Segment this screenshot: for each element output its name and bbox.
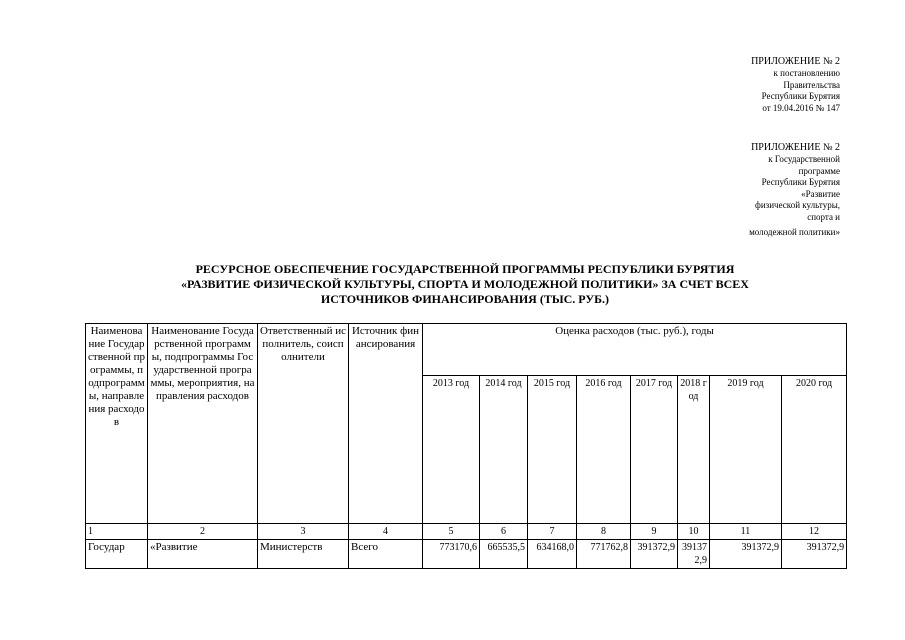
header-name: Наименование Государственной программы, подпрограммы Государственной программы, мероприятия, направления расходов — [148, 324, 258, 524]
appendix-line: от 19.04.2016 № 147 — [762, 102, 840, 113]
appendix-line: физической культуры, — [755, 200, 840, 210]
header-estimate: Оценка расходов (тыс. руб.), годы — [423, 324, 847, 376]
row-source: Всего — [349, 540, 423, 569]
column-number: 5 — [423, 524, 480, 540]
column-number: 7 — [528, 524, 577, 540]
column-number: 8 — [577, 524, 631, 540]
appendix-line: Республики Бурятия — [761, 91, 840, 101]
year-cell: 2019 год — [710, 376, 782, 524]
column-number: 12 — [782, 524, 847, 540]
column-number: 11 — [710, 524, 782, 540]
column-number: 3 — [258, 524, 349, 540]
title-line: ИСТОЧНИКОВ ФИНАНСИРОВАНИЯ (ТЫС. РУБ.) — [320, 292, 610, 306]
value-cell: 773170,6 — [423, 540, 480, 569]
column-number: 2 — [148, 524, 258, 540]
row-responsible: Министерств — [258, 540, 349, 569]
appendix-line: Правительства — [783, 79, 840, 90]
year-cell: 2017 год — [631, 376, 678, 524]
year-cell: 2013 год — [423, 376, 480, 524]
document-title — [100, 262, 830, 307]
value-cell: 771762,8 — [577, 540, 631, 569]
year-cell: 2018 год — [678, 376, 710, 524]
appendix-title: ПРИЛОЖЕНИЕ № 2 — [751, 142, 840, 153]
column-number: 6 — [480, 524, 528, 540]
value-cell: 665535,5 — [480, 540, 528, 569]
value-cell: 391372,9 — [631, 540, 678, 569]
appendix-line: молодежной политики» — [749, 227, 840, 237]
appendix-line: программе — [798, 165, 840, 176]
appendix-title: ПРИЛОЖЕНИЕ № 2 — [751, 56, 840, 67]
appendix-line: к Государственной — [768, 154, 840, 164]
header-status: Наименование Государственной программы, подпрограммы, направления расходов — [86, 324, 148, 524]
column-number: 10 — [678, 524, 710, 540]
column-number: 9 — [631, 524, 678, 540]
header-responsible: Ответственный исполнитель, соисполнители — [258, 324, 349, 524]
value-cell: 391372,9 — [678, 540, 710, 569]
header-source: Источник финансирования — [349, 324, 423, 524]
appendix-line: Республики Бурятия — [761, 177, 840, 187]
title-line: РЕСУРСНОЕ ОБЕСПЕЧЕНИЕ ГОСУДАРСТВЕННОЙ ПРОГРАММЫ РЕСПУБЛИКИ БУРЯТИЯ — [195, 262, 735, 276]
year-cell: 2015 год — [528, 376, 577, 524]
resource-table — [85, 323, 847, 569]
appendix-block-program — [700, 142, 840, 239]
value-cell: 634168,0 — [528, 540, 577, 569]
row-status: Государ — [86, 540, 148, 569]
appendix-line: к постановлению — [773, 68, 840, 78]
value-cell: 391372,9 — [782, 540, 847, 569]
year-cell: 2016 год — [577, 376, 631, 524]
column-number: 4 — [349, 524, 423, 540]
year-cell: 2020 год — [782, 376, 847, 524]
value-cell: 391372,9 — [710, 540, 782, 569]
appendix-line: «Развитие — [801, 188, 840, 199]
row-name: «Развитие — [148, 540, 258, 569]
column-number: 1 — [86, 524, 148, 540]
year-cell: 2014 год — [480, 376, 528, 524]
title-line: «РАЗВИТИЕ ФИЗИЧЕСКОЙ КУЛЬТУРЫ, СПОРТА И МОЛОДЕЖНОЙ ПОЛИТИКИ» ЗА СЧЕТ ВСЕХ — [181, 277, 749, 291]
appendix-line: спорта и — [807, 211, 840, 222]
appendix-block-decree — [700, 56, 840, 114]
